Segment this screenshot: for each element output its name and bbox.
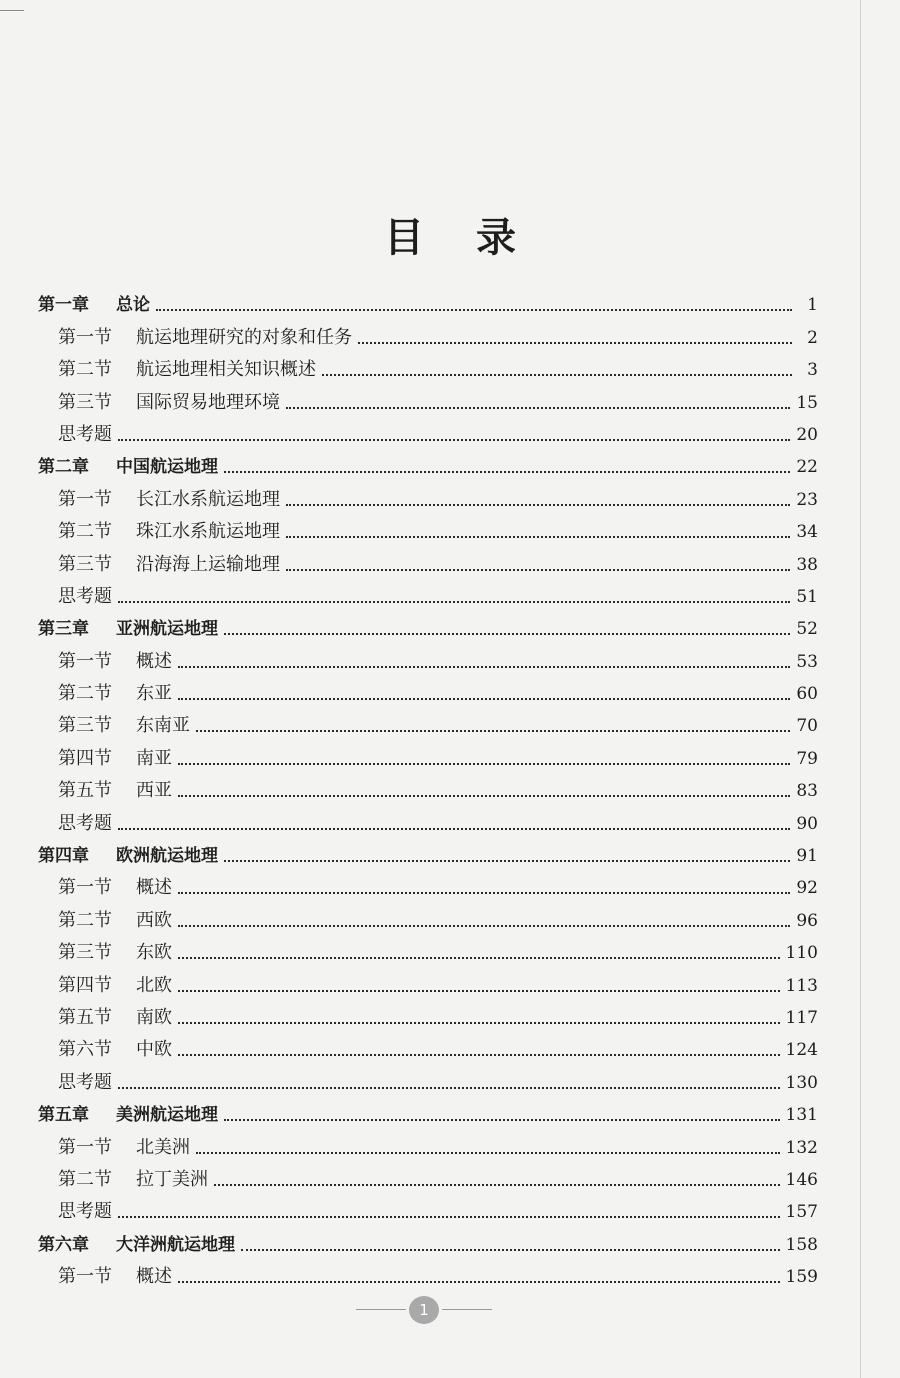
table-of-contents (38, 284, 818, 1288)
toc-entry-label: 航运地理研究的对象和任务 (136, 326, 352, 348)
toc-entry-number: 第一章 (38, 295, 89, 316)
toc-entry-number: 第四节 (58, 974, 112, 996)
toc-entry-page: 23 (796, 489, 818, 510)
toc-entry-number: 第三节 (58, 391, 112, 413)
toc-entry-label: 概述 (136, 877, 172, 899)
toc-entry-label: 南欧 (136, 1006, 172, 1028)
toc-entry-label: 东南亚 (136, 715, 190, 737)
toc-entry-number: 第六节 (58, 1039, 112, 1061)
dot-leader (241, 1247, 780, 1251)
toc-entry-page: 51 (796, 586, 818, 607)
toc-section-entry[interactable] (38, 640, 818, 672)
toc-entry-page: 132 (785, 1137, 818, 1158)
footer-rule-left (356, 1309, 406, 1310)
toc-entry-page: 90 (796, 813, 818, 834)
footer-rule-right (442, 1309, 492, 1310)
toc-entry-page: 157 (785, 1202, 818, 1223)
toc-entry-page: 92 (796, 878, 818, 899)
toc-entry-label: 东欧 (136, 942, 172, 964)
toc-entry-page: 96 (796, 910, 818, 931)
toc-entry-number: 第二节 (58, 909, 112, 931)
toc-entry-label: 概述 (136, 1266, 172, 1288)
toc-entry-number: 第二节 (58, 521, 112, 543)
toc-entry-page: 53 (796, 651, 818, 672)
dot-leader (178, 988, 780, 992)
dot-leader (178, 1052, 780, 1056)
toc-entry-label: 思考题 (58, 1071, 112, 1093)
toc-entry-page: 20 (796, 424, 818, 445)
toc-entry-number: 第二节 (58, 359, 112, 381)
dot-leader (178, 1020, 780, 1024)
toc-section-entry[interactable] (38, 543, 818, 575)
toc-entry-page: 38 (796, 554, 818, 575)
dot-leader (286, 567, 790, 571)
toc-entry-number: 第三章 (38, 619, 89, 640)
toc-entry-label: 欧洲航运地理 (116, 846, 218, 867)
toc-entry-label: 西欧 (136, 909, 172, 931)
toc-section-entry[interactable] (38, 381, 818, 413)
toc-entry-label: 航运地理相关知识概述 (136, 359, 316, 381)
toc-entry-number: 第一节 (58, 650, 112, 672)
dot-leader (224, 469, 790, 473)
toc-entry-page: 146 (785, 1169, 818, 1190)
toc-entry-number: 第五节 (58, 780, 112, 802)
toc-entry-number: 第三节 (58, 715, 112, 737)
toc-entry-label: 北欧 (136, 974, 172, 996)
toc-section-entry[interactable] (38, 1126, 818, 1158)
dot-leader (118, 599, 790, 603)
toc-entry-page: 159 (785, 1267, 818, 1288)
toc-entry-label: 思考题 (58, 585, 112, 607)
dot-leader (286, 405, 790, 409)
toc-entry-page: 2 (807, 327, 818, 348)
toc-section-entry[interactable] (38, 316, 818, 348)
toc-section-entry[interactable] (38, 673, 818, 705)
page-footer (356, 1296, 492, 1324)
toc-entry-page: 1 (807, 295, 818, 316)
dot-leader (118, 1214, 780, 1218)
page-number: 1 (409, 1296, 439, 1324)
dot-leader (178, 955, 780, 959)
dot-leader (118, 826, 790, 830)
toc-section-entry[interactable] (38, 997, 818, 1029)
toc-section-entry[interactable] (38, 1159, 818, 1191)
toc-entry-page: 22 (796, 457, 818, 478)
toc-chapter-entry[interactable] (38, 446, 818, 478)
toc-entry-label: 北美洲 (136, 1136, 190, 1158)
toc-entry-number: 第三节 (58, 942, 112, 964)
dot-leader (178, 793, 790, 797)
toc-entry-page: 15 (796, 392, 818, 413)
dot-leader (178, 923, 790, 927)
toc-questions-entry[interactable] (38, 1061, 818, 1093)
toc-entry-page: 113 (785, 975, 818, 996)
dot-leader (224, 1117, 780, 1121)
dot-leader (178, 761, 790, 765)
toc-entry-label: 南亚 (136, 747, 172, 769)
dot-leader (224, 631, 790, 635)
toc-entry-number: 第五章 (38, 1105, 89, 1126)
dot-leader (118, 1085, 780, 1089)
toc-questions-entry[interactable] (38, 802, 818, 834)
dot-leader (214, 1182, 780, 1186)
corner-rule (0, 0, 24, 11)
toc-entry-label: 概述 (136, 650, 172, 672)
toc-entry-number: 第二节 (58, 1168, 112, 1190)
dot-leader (156, 307, 792, 311)
toc-entry-label: 长江水系航运地理 (136, 488, 280, 510)
toc-entry-number: 第六章 (38, 1234, 89, 1255)
toc-entry-number: 第一节 (58, 1136, 112, 1158)
toc-entry-label: 总论 (116, 295, 150, 316)
toc-section-entry[interactable] (38, 705, 818, 737)
toc-chapter-entry[interactable] (38, 284, 818, 316)
toc-section-entry[interactable] (38, 478, 818, 510)
toc-entry-number: 第一节 (58, 877, 112, 899)
toc-entry-label: 中欧 (136, 1039, 172, 1061)
toc-entry-label: 大洋洲航运地理 (116, 1234, 235, 1255)
dot-leader (358, 340, 792, 344)
toc-entry-label: 沿海海上运输地理 (136, 553, 280, 575)
toc-entry-number: 第一节 (58, 1266, 112, 1288)
toc-questions-entry[interactable] (38, 1191, 818, 1223)
toc-entry-label: 西亚 (136, 780, 172, 802)
toc-section-entry[interactable] (38, 867, 818, 899)
toc-chapter-entry[interactable] (38, 1223, 818, 1255)
toc-entry-page: 70 (796, 716, 818, 737)
toc-section-entry[interactable] (38, 1256, 818, 1288)
dot-leader (178, 696, 790, 700)
toc-entry-number: 第三节 (58, 553, 112, 575)
dot-leader (118, 437, 790, 441)
toc-entry-page: 83 (796, 781, 818, 802)
dot-leader (196, 1150, 780, 1154)
toc-entry-label: 中国航运地理 (116, 457, 218, 478)
toc-chapter-entry[interactable] (38, 1094, 818, 1126)
toc-entry-label: 思考题 (58, 1201, 112, 1223)
dot-leader (196, 728, 790, 732)
toc-entry-page: 131 (785, 1105, 818, 1126)
toc-entry-page: 110 (785, 943, 818, 964)
toc-chapter-entry[interactable] (38, 835, 818, 867)
toc-entry-number: 第五节 (58, 1006, 112, 1028)
toc-section-entry[interactable] (38, 1029, 818, 1061)
dot-leader (322, 372, 792, 376)
dot-leader (178, 890, 790, 894)
toc-entry-label: 拉丁美洲 (136, 1168, 208, 1190)
dot-leader (178, 1279, 780, 1283)
toc-entry-label: 珠江水系航运地理 (136, 521, 280, 543)
toc-questions-entry[interactable] (38, 576, 818, 608)
toc-section-entry[interactable] (38, 349, 818, 381)
toc-section-entry[interactable] (38, 932, 818, 964)
dot-leader (286, 502, 790, 506)
toc-entry-label: 思考题 (58, 423, 112, 445)
toc-entry-label: 东亚 (136, 683, 172, 705)
toc-section-entry[interactable] (38, 511, 818, 543)
toc-section-entry[interactable] (38, 770, 818, 802)
toc-entry-page: 52 (796, 619, 818, 640)
page-title: 目录 (384, 215, 568, 261)
toc-section-entry[interactable] (38, 737, 818, 769)
toc-entry-page: 158 (785, 1234, 818, 1255)
toc-entry-page: 117 (785, 1007, 818, 1028)
dot-leader (286, 534, 790, 538)
toc-entry-page: 79 (796, 748, 818, 769)
toc-entry-label: 亚洲航运地理 (116, 619, 218, 640)
toc-section-entry[interactable] (38, 964, 818, 996)
toc-entry-page: 124 (785, 1040, 818, 1061)
toc-entry-number: 第四章 (38, 846, 89, 867)
toc-entry-page: 91 (796, 846, 818, 867)
toc-entry-label: 国际贸易地理环境 (136, 391, 280, 413)
dot-leader (224, 858, 790, 862)
toc-entry-page: 34 (796, 522, 818, 543)
toc-entry-number: 第二章 (38, 457, 89, 478)
toc-entry-page: 60 (796, 684, 818, 705)
toc-entry-label: 思考题 (58, 812, 112, 834)
toc-entry-page: 3 (807, 360, 818, 381)
toc-entry-number: 第四节 (58, 747, 112, 769)
toc-entry-label: 美洲航运地理 (116, 1105, 218, 1126)
dot-leader (178, 664, 790, 668)
toc-entry-number: 第一节 (58, 326, 112, 348)
toc-questions-entry[interactable] (38, 414, 818, 446)
toc-chapter-entry[interactable] (38, 608, 818, 640)
toc-entry-number: 第一节 (58, 488, 112, 510)
toc-section-entry[interactable] (38, 899, 818, 931)
toc-entry-number: 第二节 (58, 683, 112, 705)
toc-entry-page: 130 (785, 1072, 818, 1093)
